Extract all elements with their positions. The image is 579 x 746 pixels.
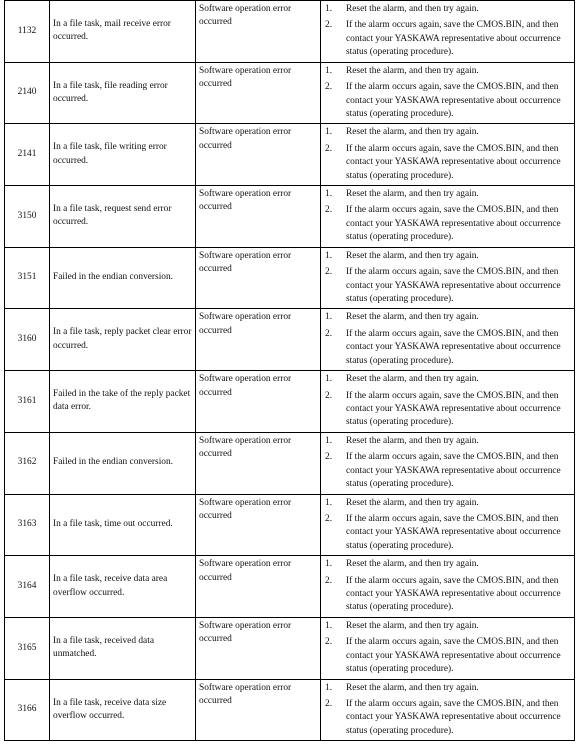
remedy-step-number: 2. xyxy=(325,205,333,216)
remedy-step-text: If the alarm occurs again, save the CMOS.BIN, and then contact your YASKAWA representative about occurrence status (operating procedure). xyxy=(346,698,561,736)
alarm-remedy xyxy=(321,186,575,248)
alarm-cause: Software operation error occurred xyxy=(196,186,321,248)
remedy-step-number: 1. xyxy=(325,250,333,261)
remedy-step xyxy=(325,698,571,738)
remedy-step-text: Reset the alarm, and then try again. xyxy=(346,497,479,508)
remedy-step-number: 2. xyxy=(325,20,333,31)
remedy-step-number: 1. xyxy=(325,65,333,76)
remedy-step xyxy=(325,126,571,139)
alarm-row xyxy=(5,494,575,556)
alarm-remedy xyxy=(321,62,575,124)
alarm-row xyxy=(5,371,575,433)
remedy-step-text: If the alarm occurs again, save the CMOS.BIN, and then contact your YASKAWA representative about occurrence status (operating procedure). xyxy=(346,452,561,490)
alarm-cause: Software operation error occurred xyxy=(196,309,321,371)
alarm-cause: Software operation error occurred xyxy=(196,247,321,309)
alarm-row xyxy=(5,679,575,741)
remedy-step-number: 2. xyxy=(325,390,333,401)
remedy-step-number: 2. xyxy=(325,267,333,278)
remedy-step xyxy=(325,65,571,78)
alarm-table-body xyxy=(5,1,575,741)
alarm-name: Failed in the endian conversion. xyxy=(50,432,196,494)
remedy-step-text: If the alarm occurs again, save the CMOS.BIN, and then contact your YASKAWA representative about occurrence status (operating procedure). xyxy=(346,82,561,119)
remedy-step-number: 1. xyxy=(325,497,333,508)
remedy-step-text: Reset the alarm, and then try again. xyxy=(346,682,479,693)
remedy-step xyxy=(325,3,571,16)
remedy-step-text: If the alarm occurs again, save the CMOS.BIN, and then contact your YASKAWA representative about occurrence status (operating procedure). xyxy=(346,390,561,428)
alarm-cause: Software operation error occurred xyxy=(196,494,321,556)
remedy-step xyxy=(325,19,571,59)
alarm-cause: Software operation error occurred xyxy=(196,617,321,679)
alarm-remedy xyxy=(321,679,575,741)
alarm-code: 3160 xyxy=(5,309,50,371)
remedy-step-text: Reset the alarm, and then try again. xyxy=(346,435,479,446)
remedy-step-number: 2. xyxy=(325,637,333,648)
alarm-code: 3150 xyxy=(5,186,50,248)
remedy-step xyxy=(325,266,571,306)
remedy-step-number: 2. xyxy=(325,698,333,709)
remedy-step-number: 1. xyxy=(325,682,333,693)
alarm-row xyxy=(5,247,575,309)
remedy-step-text: If the alarm occurs again, save the CMOS.BIN, and then contact your YASKAWA representative about occurrence status (operating procedure). xyxy=(346,513,561,551)
alarm-remedy xyxy=(321,124,575,186)
remedy-step xyxy=(325,81,571,121)
alarm-cause: Software operation error occurred xyxy=(196,371,321,433)
alarm-name: In a file task, file writing error occurred. xyxy=(50,124,196,186)
remedy-step-text: Reset the alarm, and then try again. xyxy=(346,4,479,14)
alarm-name: In a file task, time out occurred. xyxy=(50,494,196,556)
remedy-step-number: 1. xyxy=(325,312,333,323)
alarm-code: 3165 xyxy=(5,617,50,679)
alarm-name: Failed in the endian conversion. xyxy=(50,247,196,309)
remedy-step-number: 2. xyxy=(325,575,333,586)
remedy-step-number: 2. xyxy=(325,452,333,463)
remedy-step-number: 1. xyxy=(325,435,333,446)
remedy-step xyxy=(325,451,571,491)
remedy-step xyxy=(325,513,571,553)
remedy-step-number: 2. xyxy=(325,513,333,524)
remedy-step-text: If the alarm occurs again, save the CMOS.BIN, and then contact your YASKAWA representative about occurrence status (operating procedure). xyxy=(346,328,561,366)
remedy-step-text: Reset the alarm, and then try again. xyxy=(346,374,479,385)
alarm-remedy xyxy=(321,1,575,63)
alarm-cause: Software operation error occurred xyxy=(196,679,321,741)
alarm-code: 3166 xyxy=(5,679,50,741)
remedy-step xyxy=(325,311,571,324)
remedy-step-text: Reset the alarm, and then try again. xyxy=(346,189,479,200)
alarm-name: In a file task, request send error occurred. xyxy=(50,186,196,248)
alarm-name: In a file task, received data unmatched. xyxy=(50,617,196,679)
alarm-table xyxy=(4,0,575,741)
alarm-remedy xyxy=(321,247,575,309)
alarm-name: In a file task, receive data area overflow occurred. xyxy=(50,556,196,618)
remedy-step-text: If the alarm occurs again, save the CMOS.BIN, and then contact your YASKAWA representative about occurrence status (operating procedure). xyxy=(346,575,561,613)
remedy-step-text: Reset the alarm, and then try again. xyxy=(346,620,479,631)
alarm-row xyxy=(5,556,575,618)
remedy-step xyxy=(325,435,571,448)
alarm-row xyxy=(5,617,575,679)
remedy-step xyxy=(325,682,571,695)
alarm-code: 3161 xyxy=(5,371,50,433)
remedy-step-text: Reset the alarm, and then try again. xyxy=(346,127,479,138)
alarm-remedy xyxy=(321,432,575,494)
alarm-remedy xyxy=(321,309,575,371)
alarm-name: In a file task, reply packet clear error occurred. xyxy=(50,309,196,371)
alarm-name: In a file task, file reading error occurred. xyxy=(50,62,196,124)
alarm-row xyxy=(5,1,575,63)
alarm-cause: Software operation error occurred xyxy=(196,1,321,63)
remedy-step-number: 1. xyxy=(325,374,333,385)
remedy-step-number: 1. xyxy=(325,127,333,138)
remedy-step-text: If the alarm occurs again, save the CMOS.BIN, and then contact your YASKAWA representative about occurrence status (operating procedure). xyxy=(346,20,561,58)
alarm-cause: Software operation error occurred xyxy=(196,432,321,494)
remedy-step-number: 2. xyxy=(325,82,333,93)
remedy-step xyxy=(325,204,571,244)
alarm-code: 2141 xyxy=(5,124,50,186)
remedy-step-text: Reset the alarm, and then try again. xyxy=(346,312,479,323)
remedy-step-text: Reset the alarm, and then try again. xyxy=(346,65,479,76)
alarm-code: 3151 xyxy=(5,247,50,309)
remedy-step xyxy=(325,636,571,676)
remedy-step xyxy=(325,373,571,386)
remedy-step-number: 2. xyxy=(325,143,333,154)
alarm-cause: Software operation error occurred xyxy=(196,556,321,618)
alarm-code: 3163 xyxy=(5,494,50,556)
remedy-step-text: If the alarm occurs again, save the CMOS.BIN, and then contact your YASKAWA representative about occurrence status (operating procedure). xyxy=(346,267,561,304)
remedy-step xyxy=(325,558,571,571)
alarm-cause: Software operation error occurred xyxy=(196,124,321,186)
remedy-step-text: Reset the alarm, and then try again. xyxy=(346,559,479,570)
alarm-remedy xyxy=(321,371,575,433)
remedy-step xyxy=(325,328,571,368)
remedy-step xyxy=(325,620,571,633)
alarm-remedy xyxy=(321,494,575,556)
remedy-step xyxy=(325,250,571,263)
alarm-name: In a file task, mail receive error occurred. xyxy=(50,1,196,63)
alarm-row xyxy=(5,432,575,494)
alarm-name: Failed in the take of the reply packet data error. xyxy=(50,371,196,433)
alarm-code: 3162 xyxy=(5,432,50,494)
alarm-row xyxy=(5,309,575,371)
remedy-step-text: Reset the alarm, and then try again. xyxy=(346,250,479,261)
remedy-step-number: 1. xyxy=(325,189,333,200)
remedy-step-text: If the alarm occurs again, save the CMOS.BIN, and then contact your YASKAWA representative about occurrence status (operating procedure). xyxy=(346,637,561,675)
alarm-cause: Software operation error occurred xyxy=(196,62,321,124)
alarm-code: 2140 xyxy=(5,62,50,124)
alarm-row xyxy=(5,186,575,248)
alarm-code: 1132 xyxy=(5,1,50,63)
alarm-remedy xyxy=(321,617,575,679)
remedy-step xyxy=(325,497,571,510)
remedy-step xyxy=(325,390,571,430)
alarm-remedy xyxy=(321,556,575,618)
remedy-step-number: 1. xyxy=(325,559,333,570)
alarm-row xyxy=(5,124,575,186)
alarm-name: In a file task, receive data size overflow occurred. xyxy=(50,679,196,741)
remedy-step xyxy=(325,188,571,201)
remedy-step-number: 1. xyxy=(325,4,333,14)
remedy-step-number: 1. xyxy=(325,620,333,631)
remedy-step xyxy=(325,575,571,615)
alarm-row xyxy=(5,62,575,124)
remedy-step-text: If the alarm occurs again, save the CMOS.BIN, and then contact your YASKAWA representative about occurrence status (operating procedure). xyxy=(346,143,561,181)
alarm-code: 3164 xyxy=(5,556,50,618)
remedy-step-number: 2. xyxy=(325,328,333,339)
remedy-step xyxy=(325,143,571,183)
remedy-step-text: If the alarm occurs again, save the CMOS.BIN, and then contact your YASKAWA representative about occurrence status (operating procedure). xyxy=(346,205,561,243)
